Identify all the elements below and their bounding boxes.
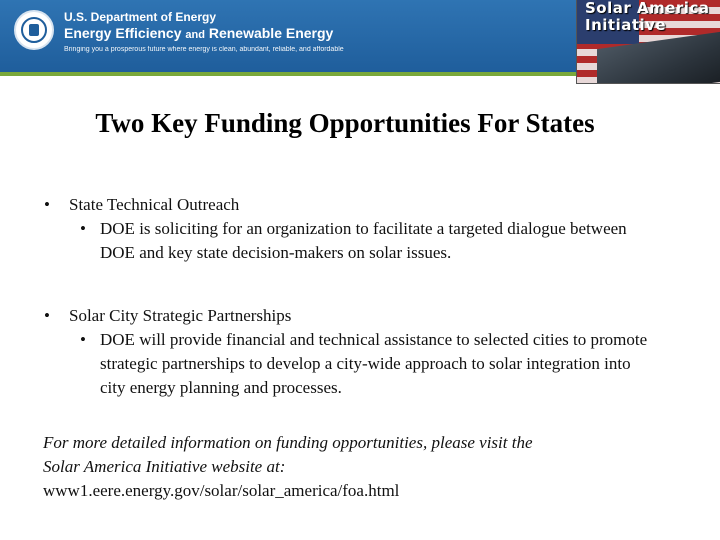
solar-america-logo <box>576 0 720 84</box>
program-name <box>64 24 344 44</box>
bullet-label: Solar City Strategic Partnerships <box>69 306 292 325</box>
sub-bullet-text: DOE is soliciting for an organization to facilitate a targeted dialogue between DOE and key state decision-makers on solar issues. <box>100 219 627 262</box>
bullet-label: State Technical Outreach <box>69 195 240 214</box>
logo-text <box>585 0 709 34</box>
doe-branding <box>64 10 344 55</box>
info-line-1: For more detailed information on funding opportunities, please visit the <box>43 433 533 452</box>
sub-bullet <box>80 328 660 400</box>
doe-seal-icon <box>14 10 54 50</box>
bullet-item <box>44 304 660 400</box>
banner-divider <box>0 72 576 76</box>
bullet-marker: • <box>44 306 50 325</box>
program-name-part1: Energy Efficiency <box>64 25 182 41</box>
sub-bullet-text: DOE will provide financial and technical assistance to selected cities to promote strategic partnerships to develop a city-wide approach to solar integration into city energy planning and processes. <box>100 330 648 397</box>
slide-title: Two Key Funding Opportunities For States <box>95 108 595 138</box>
more-info-note <box>43 431 683 503</box>
program-name-part2: Renewable Energy <box>208 25 334 41</box>
bullet-item <box>44 193 660 265</box>
info-line-2: Solar America Initiative website at: <box>43 457 286 476</box>
info-url[interactable]: www1.eere.energy.gov/solar/solar_america/foa.html <box>43 481 400 500</box>
logo-line-2: Initiative <box>585 16 667 34</box>
tagline: Bringing you a prosperous future where energy is clean, abundant, reliable, and affordable <box>64 46 344 53</box>
sub-bullet-marker: • <box>80 219 86 238</box>
department-name: U.S. Department of Energy <box>64 10 217 24</box>
program-name-and: and <box>185 29 205 41</box>
bullet-marker: • <box>44 195 50 214</box>
sub-bullet-marker: • <box>80 330 86 349</box>
sub-bullet <box>80 217 660 265</box>
logo-line-1: Solar America <box>585 0 710 17</box>
